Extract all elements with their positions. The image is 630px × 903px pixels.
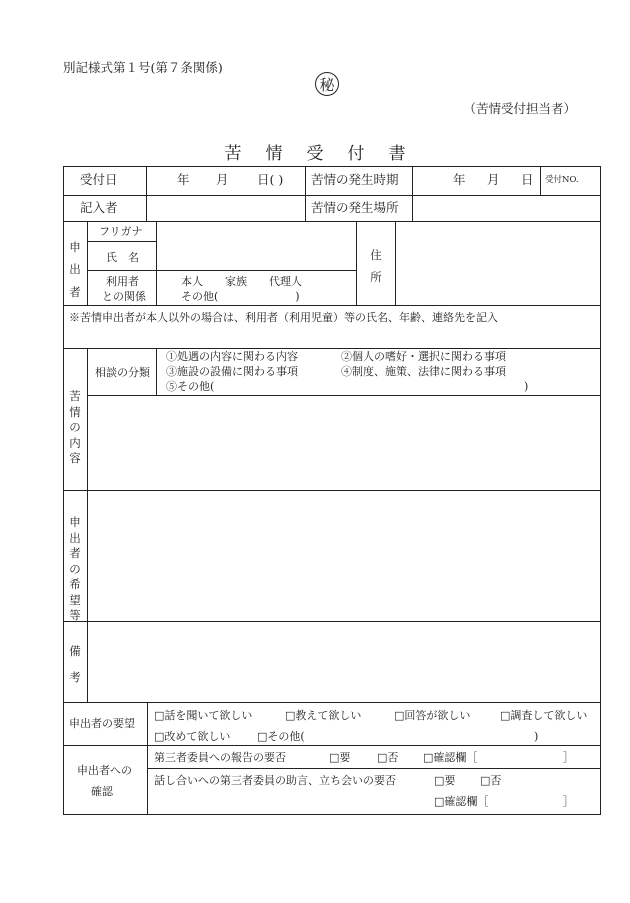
request-option-6[interactable]: □その他( bbox=[257, 730, 305, 743]
request-option-1[interactable]: □話を聞いて欲しい bbox=[154, 709, 253, 722]
applicant-section-label: 申出者 bbox=[69, 240, 81, 299]
relation-label-2: との関係 bbox=[102, 290, 146, 303]
note-text: ※苦情申出者が本人以外の場合は、利用者（利用児童）等の氏名、年齢、連絡先を記入 bbox=[69, 311, 498, 324]
third-party-report-question: 第三者委員への報告の要否 bbox=[154, 751, 286, 764]
category-3: ③施設の設備に関わる事項 bbox=[166, 365, 298, 378]
remarks-section-label: 備考 bbox=[69, 644, 81, 685]
furigana-label: フリガナ bbox=[99, 225, 143, 238]
category-2: ②個人の嗜好・選択に関わる事項 bbox=[341, 350, 506, 363]
category-4: ④制度、施策、法律に関わる事項 bbox=[341, 365, 506, 378]
occurrence-year: 年 bbox=[453, 172, 466, 187]
report-yes-checkbox[interactable]: □要 bbox=[329, 751, 351, 764]
occurrence-place-label: 苦情の発生場所 bbox=[311, 200, 399, 215]
category-label: 相談の分類 bbox=[95, 366, 150, 379]
report-no-checkbox[interactable]: □否 bbox=[377, 751, 399, 764]
reception-year: 年 bbox=[177, 172, 190, 187]
occurrence-time-label: 苦情の発生時期 bbox=[311, 172, 399, 187]
reception-no-label: 受付NO. bbox=[545, 175, 579, 185]
request-option-3[interactable]: □回答が欲しい bbox=[394, 709, 471, 722]
complaint-section-label: 苦情の内容 bbox=[69, 389, 81, 466]
advice-confirm-close: ］ bbox=[563, 795, 574, 808]
request-option-5[interactable]: □改めて欲しい bbox=[154, 730, 231, 743]
category-1: ①処遇の内容に関わる内容 bbox=[166, 350, 298, 363]
report-confirm-close: ］ bbox=[563, 751, 574, 764]
handler-label: （苦情受付担当者） bbox=[463, 101, 576, 116]
wishes-section-label: 申出者の希望等 bbox=[69, 515, 81, 623]
request-option-6-close: ) bbox=[534, 730, 539, 743]
report-confirm-checkbox[interactable]: □確認欄［ bbox=[423, 751, 478, 764]
recorder-label: 記入者 bbox=[80, 200, 118, 215]
form-number: 別記様式第１号(第７条関係) bbox=[63, 60, 223, 75]
address-label: 住所 bbox=[370, 248, 382, 284]
confirmation-label-1: 申出者への bbox=[77, 764, 132, 777]
confirmation-label-2: 確認 bbox=[91, 785, 113, 798]
reception-date-label: 受付日 bbox=[80, 172, 118, 187]
form-title: 苦情受付書 bbox=[224, 144, 430, 164]
request-option-2[interactable]: □教えて欲しい bbox=[285, 709, 362, 722]
advice-confirm-checkbox[interactable]: □確認欄［ bbox=[434, 795, 489, 808]
advice-yes-checkbox[interactable]: □要 bbox=[434, 774, 456, 787]
name-label: 氏 名 bbox=[106, 251, 139, 264]
relation-options-2: その他( ) bbox=[181, 290, 300, 303]
occurrence-month: 月 bbox=[487, 172, 500, 187]
relation-options-1: 本人 家族 代理人 bbox=[181, 275, 302, 288]
secret-mark: 秘 bbox=[315, 72, 339, 96]
reception-month: 月 bbox=[216, 172, 229, 187]
reception-day: 日( ) bbox=[257, 172, 284, 187]
occurrence-day: 日 bbox=[521, 172, 534, 187]
category-5-close: ) bbox=[524, 380, 529, 393]
request-option-4[interactable]: □調査して欲しい bbox=[500, 709, 588, 722]
third-party-advice-question: 話し合いへの第三者委員の助言、立ち会いの要否 bbox=[154, 774, 396, 787]
relation-label-1: 利用者 bbox=[106, 275, 139, 288]
advice-no-checkbox[interactable]: □否 bbox=[480, 774, 502, 787]
category-5: ⑤その他( bbox=[166, 380, 215, 393]
request-label: 申出者の要望 bbox=[69, 717, 135, 730]
